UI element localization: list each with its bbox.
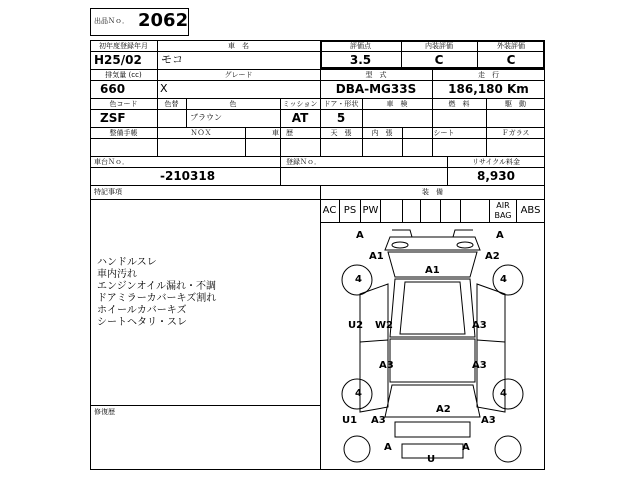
displacement-label: 排気量 (cc) <box>105 71 142 79</box>
recycle-fee-label: リサイクル料金 <box>471 158 521 166</box>
remark-line: シートヘタリ・スレ <box>97 317 187 328</box>
mission-label: ミッション <box>282 100 318 108</box>
equipment-header: 装 備 <box>422 188 443 196</box>
damage-marker-wheel-fr: 4 <box>500 274 507 285</box>
remarks-header: 特記事項 <box>94 188 122 196</box>
damage-marker-wheel-rl: 4 <box>355 388 362 399</box>
car-name-label: 車 名 <box>228 42 249 50</box>
damage-marker-wheel-rr: 4 <box>500 388 507 399</box>
interior-lining-label: 内 張 <box>371 129 393 137</box>
equipment-cell: AIR BAG <box>490 199 517 222</box>
equipment-cell <box>421 199 441 222</box>
model-code-value: DBA-MG33S <box>335 82 417 96</box>
damage-marker-left-side: U2 <box>348 320 364 331</box>
registration-number-label: 登録Ｎｏ． <box>286 158 321 166</box>
chassis-number-value: -210318 <box>160 169 216 183</box>
mileage-label: 走 行 <box>478 71 499 79</box>
front-glass-label: Ｆガラス <box>501 129 530 137</box>
equipment-cell <box>461 199 490 222</box>
inspection-label: 車 検 <box>386 100 408 108</box>
damage-marker-bumper-left: A <box>384 442 392 453</box>
color-label: 色 <box>229 100 237 108</box>
damage-marker-bumper-right: A <box>462 442 470 453</box>
equipment-cell <box>403 199 421 222</box>
damage-marker-fender-right: A2 <box>485 251 500 262</box>
remark-line: エンジンオイル漏れ・不調 <box>97 281 216 292</box>
year-label: 初年度登録年月 <box>99 42 148 50</box>
equipment-cell <box>381 199 403 222</box>
repair-history-header: 修復歴 <box>94 408 115 416</box>
displacement-value: 660 <box>100 82 126 96</box>
damage-marker-right-rear-door: A3 <box>472 360 487 371</box>
nox-label: ＮＯＸ <box>190 129 212 137</box>
car-history-label: 車 歴 <box>272 129 293 137</box>
maintenance-book-label: 整備手帳 <box>109 129 138 137</box>
damage-marker-rear-right: A3 <box>481 415 496 426</box>
color-code-value: ZSF <box>100 111 126 125</box>
mileage-value: 186,180 Km <box>448 82 529 96</box>
remark-line: ドアミラーカバーキズ割れ <box>97 293 217 304</box>
drive-label: 駆 動 <box>505 100 526 108</box>
grade-value: X <box>160 82 168 95</box>
equipment-cell <box>441 199 461 222</box>
door-shape-label: ドア・形状 <box>323 100 359 108</box>
color-code-label: 色コード <box>109 100 138 108</box>
fuel-label: 燃 料 <box>448 100 470 108</box>
damage-marker-rear-left-side: U1 <box>342 415 358 426</box>
damage-marker-bumper-center: U <box>427 454 436 465</box>
car-diagram <box>320 222 545 470</box>
mission-value: AT <box>291 111 309 125</box>
damage-marker-left-rear-door: A3 <box>379 360 394 371</box>
year-value: H25/02 <box>94 53 142 67</box>
grade-label: グレード <box>224 71 253 79</box>
remark-line: ホイールカバーキズ <box>97 305 187 316</box>
interior-grade-value: C <box>434 53 444 67</box>
damage-marker-rear-left: A3 <box>371 415 386 426</box>
roof-lining-label: 天 張 <box>330 129 352 137</box>
damage-marker-wheel-fl: 4 <box>355 274 362 285</box>
remark-line: ハンドルスレ <box>97 257 157 268</box>
damage-marker-roof: A1 <box>425 265 440 276</box>
interior-grade-label: 内装評価 <box>425 42 453 50</box>
color-value: ブラウン <box>190 113 222 122</box>
damage-marker-trunk: A2 <box>436 404 451 415</box>
remark-line: 車内汚れ <box>97 269 137 280</box>
damage-marker-front-left: A <box>356 230 364 241</box>
car-name-value: モコ <box>161 53 183 66</box>
damage-marker-right-side: A3 <box>472 320 487 331</box>
equipment-cell: AC <box>320 199 340 222</box>
damage-marker-fender-left: A1 <box>369 251 384 262</box>
equipment-cell: ABS <box>517 199 545 222</box>
seat-label: シート <box>433 129 455 137</box>
equipment-cell: PS <box>340 199 361 222</box>
exterior-grade-label: 外装評価 <box>497 42 525 50</box>
door-count-value: 5 <box>336 111 346 125</box>
exterior-grade-value: C <box>506 53 516 67</box>
score-value: 3.5 <box>349 53 372 67</box>
recycle-fee-value: 8,930 <box>477 169 515 183</box>
damage-marker-left-door: W2 <box>375 320 393 331</box>
lot-number-label: 出品Ｎｏ． <box>94 17 129 25</box>
equipment-cell: PW <box>361 199 381 222</box>
score-label: 評価点 <box>350 42 371 50</box>
model-code-label: 型 式 <box>365 71 387 79</box>
chassis-number-label: 車台Ｎｏ． <box>94 158 129 166</box>
color-change-label: 色替 <box>164 100 179 108</box>
damage-marker-front-right: A <box>496 230 504 241</box>
lot-number: 2062 <box>138 10 189 31</box>
